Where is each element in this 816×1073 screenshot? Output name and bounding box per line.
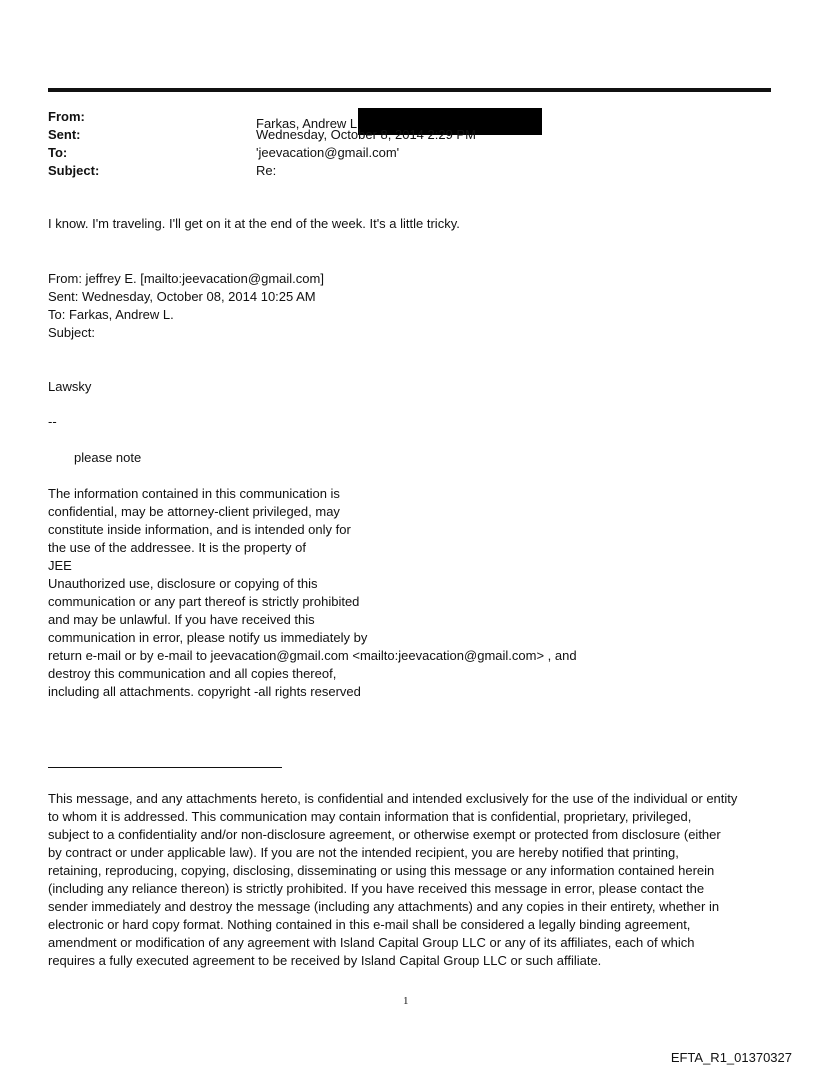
signature-separator: -- [48, 414, 57, 429]
original-to: To: Farkas, Andrew L. [48, 307, 174, 322]
disclaimer-line: electronic or hard copy format. Nothing contained in this e-mail shall be considered a legally binding agreement, [48, 917, 691, 932]
disclaimer-line: retaining, reproducing, copying, disclosing, disseminating or using this message or any information contained herein [48, 863, 715, 878]
reply-text: I know. I'm traveling. I'll get on it at the end of the week. It's a little tricky. [48, 216, 460, 231]
disclaimer-line: This message, and any attachments hereto, is confidential and intended exclusively for the use of the individual or entity [48, 791, 738, 806]
notice-line: JEE [48, 558, 72, 573]
disclaimer-line: subject to a confidentiality and/or non-disclosure agreement, or otherwise exempt or protected from disclosure (either [48, 827, 721, 842]
notice-line: communication or any part thereof is strictly prohibited [48, 594, 360, 609]
sent-value: Wednesday, October 8, 2014 2:29 PM [256, 127, 476, 142]
notice-line: constitute inside information, and is intended only for [48, 522, 351, 537]
confidentiality-notice [48, 485, 577, 701]
notice-line: including all attachments. copyright -all rights reserved [48, 684, 361, 699]
disclaimer-line: by contract or under applicable law). If you are not the intended recipient, you are hereby notified that printing, [48, 845, 679, 860]
subject-value: Re: [256, 163, 277, 178]
disclaimer-line: sender immediately and destroy the message (including any attachments) and any copies in their entirety, whether in [48, 899, 720, 914]
original-from: From: jeffrey E. [mailto:jeevacation@gmail.com] [48, 271, 324, 286]
please-note: please note [74, 450, 142, 465]
disclaimer-line: requires a fully executed agreement to be received by Island Capital Group LLC or such affiliate. [48, 953, 602, 968]
disclaimer-line: amendment or modification of any agreement with Island Capital Group LLC or any of its affiliates, each of which [48, 935, 695, 950]
page-number: 1 [403, 995, 409, 1007]
original-subject: Subject: [48, 325, 95, 340]
notice-line: The information contained in this communication is [48, 486, 340, 501]
legal-disclaimer [48, 790, 770, 970]
notice-line: communication in error, please notify us immediately by [48, 630, 368, 645]
from-label: From: [48, 109, 85, 124]
original-body-text: Lawsky [48, 379, 92, 394]
notice-line: return e-mail or by e-mail to jeevacation@gmail.com <mailto:jeevacation@gmail.com> , and [48, 648, 577, 663]
from-name: Farkas, Andrew L [256, 116, 358, 131]
disclaimer-line: to whom it is addressed. This communication may contain information that is confidential, proprietary, privileged, [48, 809, 692, 824]
sent-label: Sent: [48, 127, 81, 142]
header-rule [48, 88, 771, 92]
notice-line: Unauthorized use, disclosure or copying of this [48, 576, 318, 591]
subject-label: Subject: [48, 163, 100, 178]
document-id: EFTA_R1_01370327 [670, 1050, 792, 1065]
notice-line: and may be unlawful. If you have received this [48, 612, 315, 627]
disclaimer-line: (including any reliance thereon) is strictly prohibited. If you have received this message in error, please contact the [48, 881, 705, 896]
to-label: To: [48, 145, 68, 160]
original-sent: Sent: Wednesday, October 08, 2014 10:25 AM [48, 289, 316, 304]
notice-line: destroy this communication and all copies thereof, [48, 666, 337, 681]
to-value: 'jeevacation@gmail.com' [256, 145, 400, 160]
notice-line: the use of the addressee. It is the property of [48, 540, 306, 555]
notice-line: confidential, may be attorney-client privileged, may [48, 504, 340, 519]
footer-rule [48, 767, 282, 768]
